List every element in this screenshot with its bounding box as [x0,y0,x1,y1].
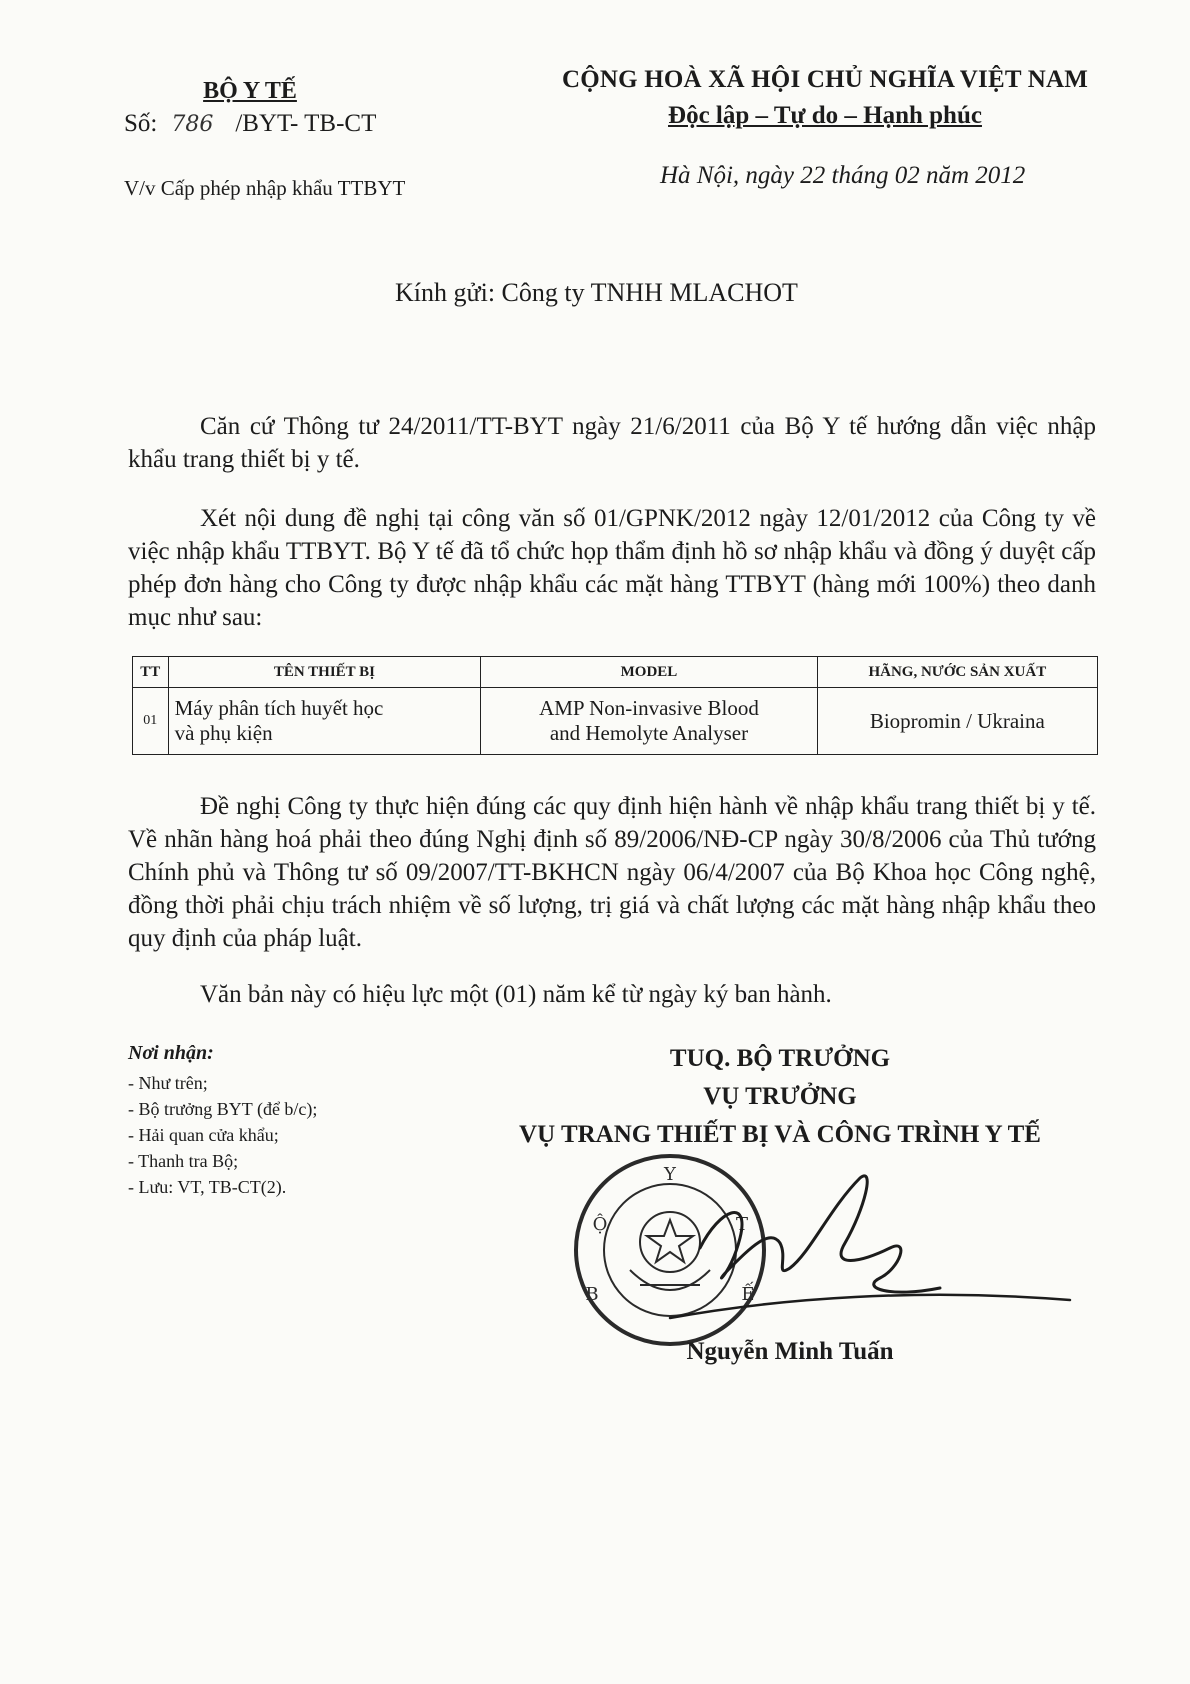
device-table [132,656,1098,755]
republic-title: CỘNG HOÀ XÃ HỘI CHỦ NGHĨA VIỆT NAM [561,66,1089,93]
document-number [124,110,376,138]
column-header-manufacturer: HÃNG, NƯỚC SẢN XUẤT [817,657,1097,688]
paragraph-legal-basis: Căn cứ Thông tư 24/2011/TT-BYT ngày 21/6/2011 của Bộ Y tế hướng dẫn việc nhập khẩu trang thiết bị y tế. [128,413,1096,473]
model-line2: and Hemolyte Analyser [549,721,749,745]
list-item: - Lưu: VT, TB-CT(2). [128,1177,287,1197]
handwritten-signature-icon [660,1168,1080,1348]
list-item: - Bộ trưởng BYT (để b/c); [128,1099,318,1119]
doc-number-prefix: Số: [124,110,158,137]
signer-name: Nguyễn Minh Tuấn [686,1338,894,1365]
column-header-model: MODEL [481,657,817,688]
receivers-title: Nơi nhận: [128,1042,214,1064]
recipient-line: Kính gửi: Công ty TNHH MLACHOT [395,278,798,307]
list-item: - Như trên; [128,1073,208,1093]
cell-tt: 01 [133,688,169,755]
document-subject: V/v Cấp phép nhập khẩu TTBYT [124,176,406,200]
column-header-device-name: TÊN THIẾT BỊ [168,657,481,688]
national-motto: Độc lập – Tự do – Hạnh phúc [668,102,982,129]
signature-title-line: VỤ TRƯỞNG [703,1083,857,1110]
table-header-row [133,657,1098,688]
list-item: - Thanh tra Bộ; [128,1151,239,1171]
model-line1: AMP Non-invasive Blood [539,696,759,720]
column-header-tt: TT [133,657,169,688]
svg-text:B: B [585,1284,599,1305]
paragraph-validity: Văn bản này có hiệu lực một (01) năm kể từ ngày ký ban hành. [200,981,832,1008]
doc-number-handwritten: 786 [171,112,214,137]
signature-department-line: VỤ TRANG THIẾT BỊ VÀ CÔNG TRÌNH Y TẾ [519,1121,1041,1148]
svg-text:Ộ: Ộ [592,1214,608,1235]
signature-authority-line: TUQ. BỘ TRƯỞNG [669,1045,891,1072]
device-name-line1: Máy phân tích huyết học [174,696,384,720]
table-row [133,688,1098,755]
cell-device-name [168,688,481,755]
ministry-name: BỘ Y TẾ [203,78,297,104]
svg-text:Y: Y [664,1164,676,1185]
cell-model [481,688,817,755]
signature-block [470,1040,1090,1154]
list-item: - Hải quan cửa khẩu; [128,1125,279,1145]
cell-manufacturer: Biopromin / Ukraina [817,688,1097,755]
svg-text:Ế: Ế [741,1284,755,1305]
doc-number-suffix: /BYT- TB-CT [235,110,377,137]
paragraph-requirements: Đề nghị Công ty thực hiện đúng các quy định hiện hành về nhập khẩu trang thiết bị y tế. Về nhãn hàng hoá phải theo đúng Nghị định số 89/2006/NĐ-CP ngày 30/8/2006 của Thủ tướng Chính phủ và Thông tư số 09/2007/TT-BKHCN ngày 06/4/2007 của Bộ Khoa học Công nghệ, đồng thời phải chịu trách nhiệm về số lượng, trị giá và chất lượng các mặt hàng nhập khẩu theo quy định của pháp luật. [128,793,1096,952]
device-name-line2: và phụ kiện [174,721,273,745]
paragraph-approval: Xét nội dung đề nghị tại công văn số 01/GPNK/2012 ngày 12/01/2012 của Công ty về việc nhập khẩu TTBYT. Bộ Y tế đã tổ chức họp thẩm định hồ sơ nhập khẩu và đồng ý duyệt cấp phép đơn hàng cho Công ty được nhập khẩu các mặt hàng TTBYT (hàng mới 100%) theo danh mục như sau: [128,505,1096,631]
svg-text:T: T [735,1214,749,1235]
dateline: Hà Nội, ngày 22 tháng 02 năm 2012 [660,162,1026,189]
receivers-list [128,1070,317,1200]
